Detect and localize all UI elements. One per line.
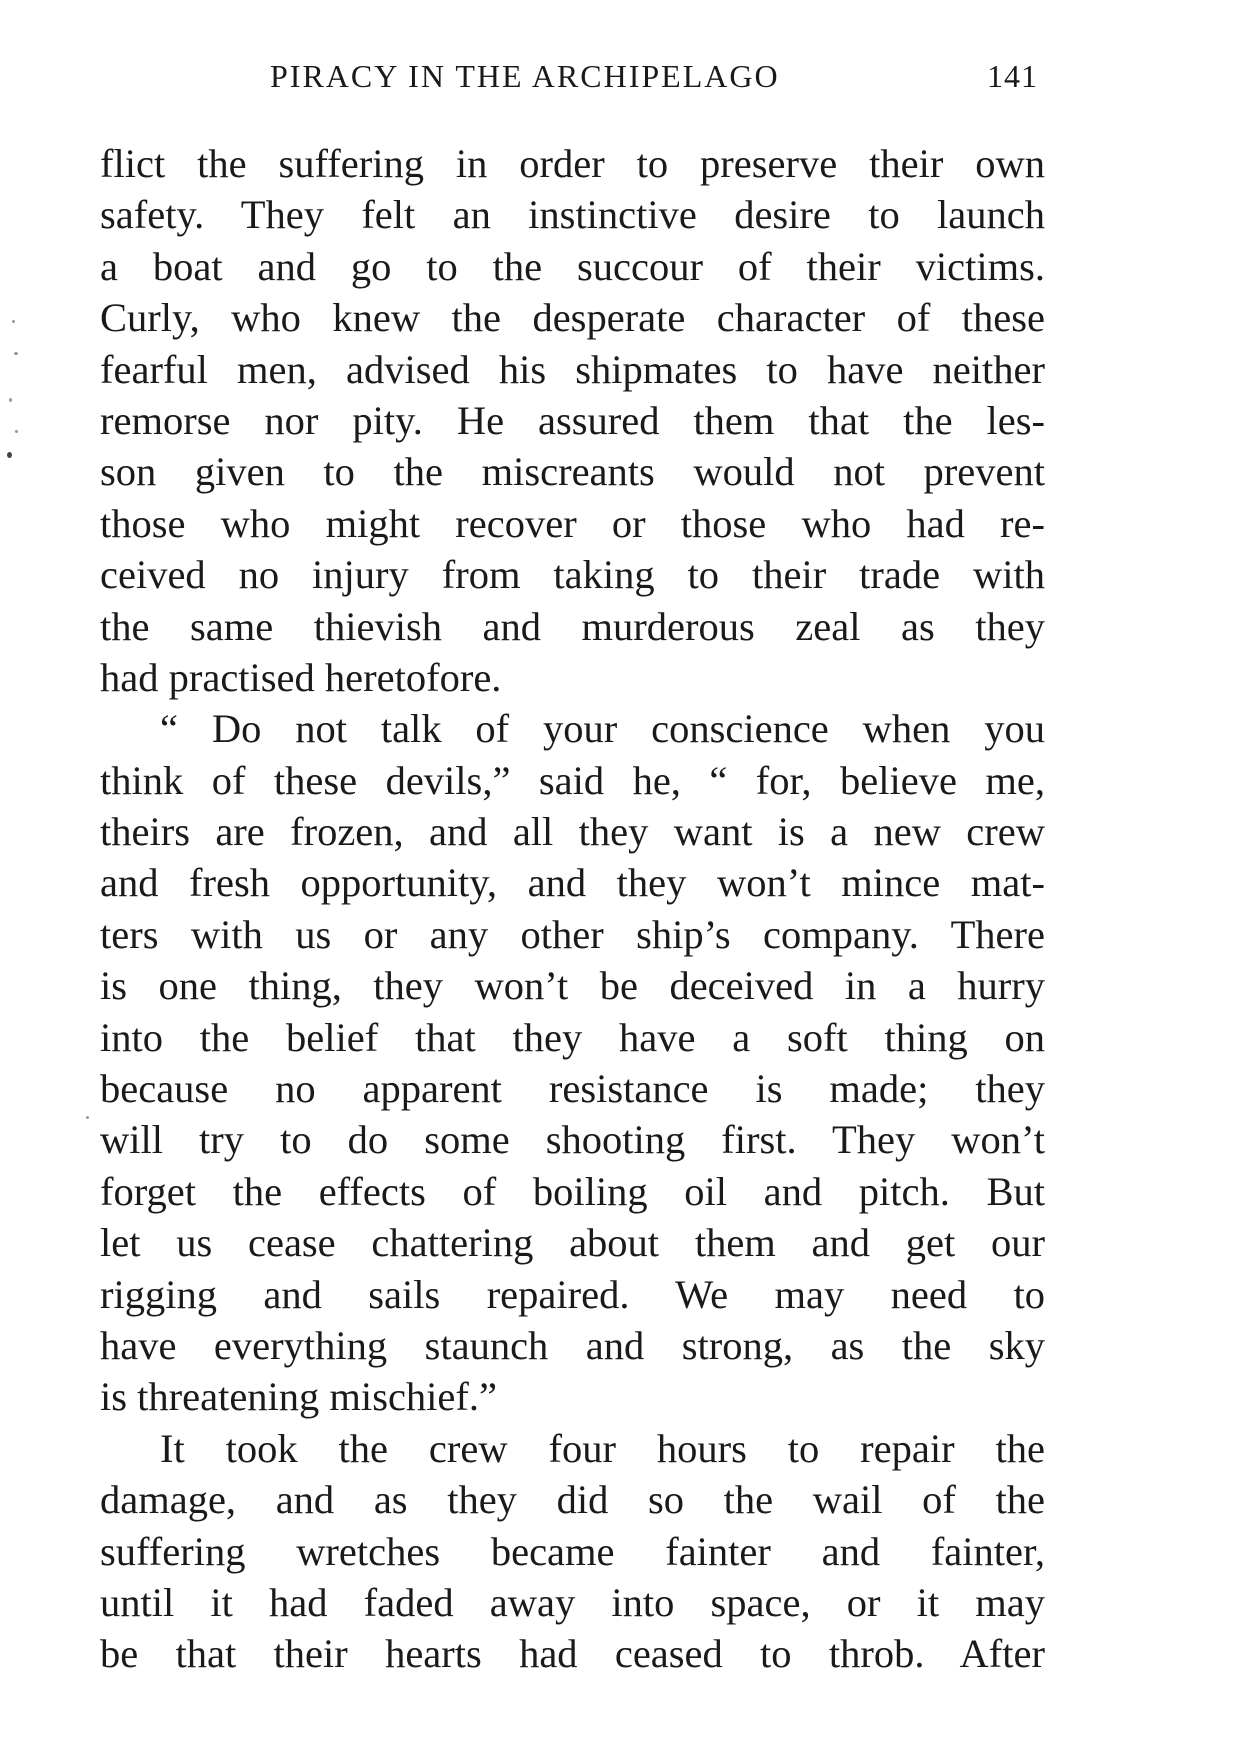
text-line: “ Do not talk of your conscience when you bbox=[160, 706, 1045, 752]
running-head bbox=[100, 58, 1038, 108]
page-number: 141 bbox=[987, 58, 1038, 94]
margin-speck bbox=[86, 1116, 89, 1119]
text-line: is one thing, they won’t be deceived in a hurry bbox=[100, 963, 1045, 1009]
text-line: damage, and as they did so the wail of the bbox=[100, 1477, 1045, 1523]
text-line: had practised heretofore. bbox=[100, 654, 502, 700]
text-line: fearful men, advised his shipmates to have neither bbox=[100, 346, 1045, 392]
text-line: remorse nor pity. He assured them that the les- bbox=[100, 397, 1045, 443]
margin-speck bbox=[12, 320, 15, 323]
text-line: ceived no injury from taking to their trade with bbox=[100, 552, 1045, 598]
text-line: ters with us or any other ship’s company. There bbox=[100, 911, 1045, 957]
margin-speck bbox=[9, 398, 12, 402]
text-line: let us cease chattering about them and get our bbox=[100, 1220, 1045, 1266]
text-line: forget the effects of boiling oil and pitch. But bbox=[100, 1168, 1045, 1214]
text-line: is threatening mischief.” bbox=[100, 1374, 497, 1420]
body-text bbox=[100, 138, 1045, 1680]
text-line: have everything staunch and strong, as the sky bbox=[100, 1322, 1045, 1368]
text-line: safety. They felt an instinctive desire to launch bbox=[100, 192, 1045, 238]
text-line: It took the crew four hours to repair the bbox=[160, 1425, 1045, 1471]
text-line: until it had faded away into space, or it may bbox=[100, 1579, 1045, 1625]
text-line: because no apparent resistance is made; they bbox=[100, 1066, 1045, 1112]
text-line: Curly, who knew the desperate character of these bbox=[100, 295, 1045, 341]
text-line: suffering wretches became fainter and fainter, bbox=[100, 1528, 1045, 1574]
text-line: a boat and go to the succour of their victims. bbox=[100, 243, 1045, 289]
text-line: and fresh opportunity, and they won’t mince mat- bbox=[100, 860, 1045, 906]
text-line: theirs are frozen, and all they want is a new crew bbox=[100, 809, 1045, 855]
margin-marks bbox=[0, 0, 60, 1744]
text-line: the same thievish and murderous zeal as they bbox=[100, 603, 1045, 649]
margin-speck bbox=[15, 430, 18, 433]
margin-speck bbox=[7, 452, 12, 458]
text-line: those who might recover or those who had re- bbox=[100, 500, 1045, 546]
margin-speck bbox=[14, 352, 18, 355]
text-line: be that their hearts had ceased to throb. After bbox=[100, 1631, 1045, 1677]
text-line: think of these devils,” said he, “ for, believe me, bbox=[100, 757, 1045, 803]
page-title: PIRACY IN THE ARCHIPELAGO bbox=[270, 58, 780, 94]
text-line: will try to do some shooting first. They won’t bbox=[100, 1117, 1045, 1163]
text-line: into the belief that they have a soft thing on bbox=[100, 1014, 1045, 1060]
text-line: flict the suffering in order to preserve their own bbox=[100, 141, 1045, 186]
text-line: rigging and sails repaired. We may need to bbox=[100, 1271, 1045, 1317]
text-line: son given to the miscreants would not prevent bbox=[100, 449, 1045, 495]
